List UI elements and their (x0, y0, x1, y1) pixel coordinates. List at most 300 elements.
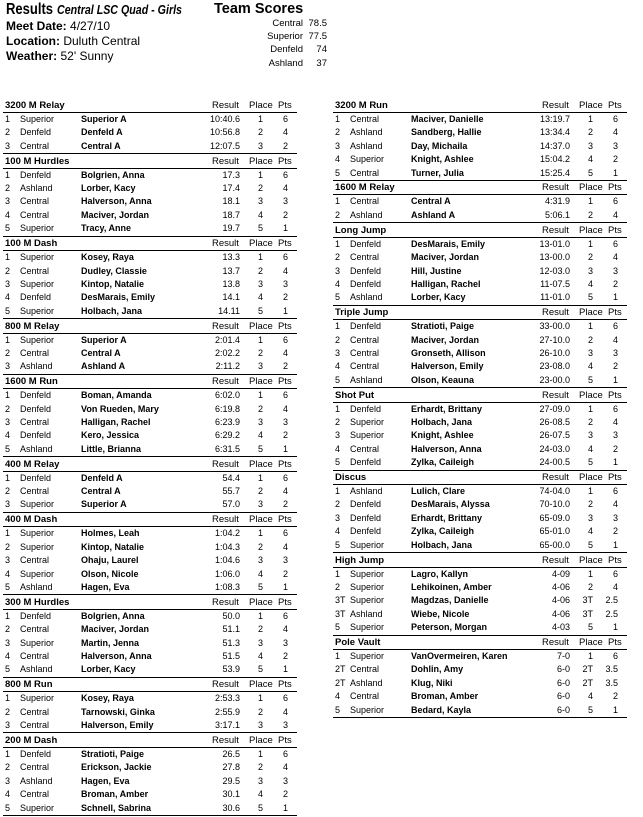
school: Ashland (20, 581, 53, 592)
result: 6-0 (556, 691, 570, 702)
result: 65-00.0 (539, 539, 570, 550)
points: 6 (612, 403, 618, 414)
event-name: 200 M Dash (5, 734, 58, 746)
place: 4 (257, 789, 263, 800)
points: 2 (282, 292, 288, 303)
finish-order: 3 (335, 512, 341, 523)
athlete: Superior A (81, 114, 127, 124)
event-name: Pole Vault (335, 637, 381, 648)
points: 2 (282, 430, 288, 441)
place: 3 (257, 361, 263, 372)
result-row (3, 498, 297, 512)
athlete: Dudley, Classie (81, 265, 147, 276)
result-row (333, 512, 627, 525)
event-header (3, 459, 297, 472)
athlete: Tarnowski, Ginka (81, 706, 155, 717)
place-column-header: Place (249, 155, 273, 167)
result-row (3, 443, 297, 457)
place-column-header: Place (249, 458, 273, 470)
result-column-header: Result (542, 389, 569, 401)
event-name: Discus (335, 472, 367, 484)
school: Denfeld (20, 127, 52, 138)
result-row (333, 403, 627, 416)
school: Superior (20, 802, 55, 813)
school: Superior (20, 568, 55, 579)
events-right-column (333, 100, 627, 719)
school: Central (20, 486, 50, 497)
team-name: Central (272, 18, 303, 29)
weather-label: Weather: (6, 49, 58, 63)
team-scores-title: Team Scores (214, 1, 304, 17)
finish-order: 4 (335, 361, 341, 372)
points: 1 (612, 292, 618, 303)
school: Superior (350, 704, 385, 715)
result: 6:31.5 (214, 443, 240, 454)
finish-order: 5 (335, 457, 341, 468)
points: 2 (612, 361, 618, 372)
finish-order: 1 (335, 486, 341, 497)
points: 6 (282, 114, 288, 124)
result-row (333, 456, 627, 470)
finish-order: 3 (5, 196, 11, 207)
points: 4 (612, 252, 618, 263)
result-row (333, 153, 627, 166)
place: 2 (587, 127, 593, 138)
points: 6 (612, 486, 618, 497)
place: 3 (257, 196, 263, 207)
team-score-row (226, 30, 327, 43)
finish-order: 5 (5, 581, 11, 592)
place: 2 (587, 252, 593, 263)
place: 2 (257, 183, 263, 194)
points: 3 (612, 512, 618, 523)
event-800-m-run (3, 679, 297, 735)
place: 4 (587, 278, 593, 289)
school: Denfeld (20, 748, 52, 759)
result: 5:06.1 (544, 209, 570, 220)
result: 19.7 (222, 223, 240, 234)
points: 2 (282, 361, 288, 372)
points: 2.5 (605, 595, 618, 606)
athlete: DesMarais, Emily (81, 292, 156, 303)
place: 3 (587, 430, 593, 441)
school: Ashland (20, 664, 53, 675)
school: Denfeld (350, 512, 382, 523)
result: 12:07.5 (209, 140, 240, 151)
team-score-row (226, 43, 327, 56)
athlete: Bolgrien, Anna (81, 610, 145, 621)
result-row (333, 320, 627, 333)
school: Denfeld (350, 321, 382, 332)
pts-column-header: Pts (608, 182, 622, 194)
place: 2 (257, 127, 263, 138)
finish-order: 4 (5, 651, 11, 661)
result-column-header: Result (542, 307, 569, 319)
location: Duluth Central (63, 34, 141, 48)
result: 14.1 (222, 292, 240, 303)
athlete: Central A (81, 140, 121, 151)
finish-order: 1 (335, 196, 341, 207)
school: Central (350, 664, 380, 675)
place: 5 (587, 292, 593, 303)
result-row (3, 360, 297, 374)
athlete: Holbach, Jana (81, 305, 143, 316)
event-header (3, 376, 297, 389)
place: 5 (257, 223, 263, 234)
athlete: Hagen, Eva (81, 581, 130, 592)
finish-order: 3 (5, 720, 11, 731)
points: 2 (282, 789, 288, 800)
result-row (3, 581, 297, 595)
athlete: Stratioti, Paige (411, 321, 475, 332)
result-row (333, 126, 627, 139)
event-header (333, 307, 627, 320)
place: 3 (257, 555, 263, 566)
result-row (3, 195, 297, 208)
pts-column-header: Pts (278, 596, 292, 608)
points: 1 (282, 305, 288, 316)
school: Superior (20, 528, 55, 539)
result-row (333, 498, 627, 511)
athlete: Klug, Niki (411, 677, 453, 688)
school: Central (20, 347, 50, 358)
points: 6 (612, 238, 618, 249)
result-row (333, 525, 627, 538)
event-name: Triple Jump (335, 307, 389, 319)
place: 1 (587, 321, 593, 332)
school: Ashland (350, 209, 383, 220)
athlete: Maciver, Jordan (411, 252, 480, 263)
pts-column-header: Pts (278, 734, 292, 746)
result-row (3, 568, 297, 581)
points: 6 (282, 252, 288, 263)
athlete: Maciver, Danielle (411, 114, 484, 124)
event-100-m-hurdles (3, 156, 297, 238)
school: Superior (350, 595, 385, 606)
result: 4:31.9 (544, 196, 570, 207)
athlete: Wiebe, Nicole (411, 608, 470, 619)
result: 1:06.0 (214, 568, 240, 579)
school: Central (20, 196, 50, 207)
athlete: Denfeld A (81, 127, 123, 138)
points: 3.5 (605, 664, 618, 675)
school: Superior (350, 651, 385, 661)
result-row (333, 334, 627, 347)
result: 51.3 (222, 637, 240, 648)
athlete: Turner, Julia (411, 167, 464, 178)
result-row (3, 403, 297, 416)
points: 6 (282, 334, 288, 345)
result-column-header: Result (212, 155, 239, 167)
athlete: DesMarais, Emily (411, 238, 486, 249)
athlete: Holmes, Leah (81, 528, 140, 539)
points: 6 (282, 610, 288, 621)
result: 54.4 (222, 472, 240, 483)
athlete: Halverson, Emily (81, 720, 154, 731)
athlete: Holbach, Jana (411, 539, 473, 550)
points: 6 (282, 748, 288, 759)
finish-order: 3 (5, 417, 11, 428)
result-row (3, 775, 297, 788)
points: 6 (282, 169, 288, 180)
result-row (333, 690, 627, 703)
result-row (3, 802, 297, 816)
place: 4 (587, 691, 593, 702)
athlete: Lorber, Kacy (411, 292, 466, 303)
result-row (333, 568, 627, 581)
finish-order: 3 (5, 140, 11, 151)
place: 3 (587, 140, 593, 151)
place: 4 (587, 526, 593, 537)
result: 4-06 (551, 581, 570, 592)
result-row (3, 527, 297, 540)
points: 4 (282, 347, 288, 358)
athlete: Halverson, Emily (411, 361, 484, 372)
finish-order: 5 (5, 305, 11, 316)
place-column-header: Place (579, 100, 603, 111)
result-row (3, 554, 297, 567)
school: Central (20, 209, 50, 220)
athlete: Halligan, Rachel (81, 417, 151, 428)
result-column-header: Result (212, 376, 239, 388)
place: 4 (257, 209, 263, 220)
points: 1 (612, 374, 618, 385)
finish-order: 4 (335, 691, 341, 702)
team-score: 78.5 (308, 18, 327, 29)
place-column-header: Place (249, 238, 273, 250)
result-column-header: Result (542, 100, 569, 111)
weather: 52' Sunny (60, 49, 114, 63)
school: Ashland (350, 374, 383, 385)
event-3200-m-run (333, 100, 627, 182)
finish-order: 4 (5, 568, 11, 579)
result: 70-10.0 (539, 499, 570, 510)
result-column-header: Result (212, 100, 239, 111)
points: 4 (612, 499, 618, 510)
school: Denfeld (20, 403, 52, 414)
event-name: High Jump (335, 554, 385, 566)
results-title: Results (6, 1, 54, 18)
result: 27-09.0 (539, 403, 570, 414)
event-header (3, 156, 297, 169)
school: Ashland (20, 361, 53, 372)
event-header (333, 637, 627, 650)
points: 4 (612, 127, 618, 138)
points: 4 (282, 265, 288, 276)
place: 3 (587, 347, 593, 358)
finish-order: 3 (335, 140, 341, 151)
finish-order: 5 (335, 622, 341, 633)
school: Ashland (20, 183, 53, 194)
finish-order: 1 (335, 321, 341, 332)
school: Central (20, 720, 50, 731)
athlete: Erhardt, Brittany (411, 512, 483, 523)
event-1600-m-run (3, 376, 297, 458)
points: 2 (282, 140, 288, 151)
points: 6 (612, 568, 618, 579)
result: 15:04.2 (539, 154, 570, 165)
finish-order: 4 (5, 430, 11, 441)
points: 4 (282, 403, 288, 414)
athlete: Hagen, Eva (81, 775, 130, 786)
result-row (333, 581, 627, 594)
result-row (333, 429, 627, 442)
finish-order: 3 (335, 430, 341, 441)
school: Central (350, 167, 380, 178)
result-row (333, 485, 627, 498)
finish-order: 1 (5, 528, 11, 539)
event-name: 3200 M Run (335, 100, 388, 111)
place-column-header: Place (249, 514, 273, 526)
place: 4 (257, 651, 263, 661)
team-name: Superior (267, 31, 303, 43)
school: Ashland (350, 486, 383, 497)
school: Central (20, 140, 50, 151)
points: 3 (612, 265, 618, 276)
finish-order: 5 (5, 223, 11, 234)
athlete: Peterson, Morgan (411, 622, 488, 633)
school: Central (350, 196, 380, 207)
athlete: Martin, Jenna (81, 637, 140, 648)
result: 14:37.0 (539, 140, 570, 151)
place: 5 (257, 664, 263, 675)
result: 51.1 (222, 624, 240, 635)
pts-column-header: Pts (608, 307, 622, 319)
result-row (333, 621, 627, 635)
place: 3 (587, 265, 593, 276)
result: 4-03 (551, 622, 570, 633)
school: Central (20, 265, 50, 276)
points: 2 (612, 278, 618, 289)
athlete: Bedard, Kayla (411, 704, 472, 715)
result: 26-08.5 (539, 417, 570, 428)
school: Superior (350, 581, 385, 592)
event-header (3, 321, 297, 334)
result-row (333, 347, 627, 360)
result-row (333, 539, 627, 553)
finish-order: 1 (5, 334, 11, 345)
points: 4 (282, 624, 288, 635)
result-row (333, 278, 627, 291)
school: Ashland (350, 677, 383, 688)
event-name: 800 M Relay (5, 320, 60, 332)
finish-order: 2 (335, 127, 341, 138)
finish-order: 2 (335, 209, 341, 220)
result-row (3, 761, 297, 774)
place: 2 (587, 209, 593, 220)
points: 1 (282, 581, 288, 592)
points: 4 (282, 127, 288, 138)
result: 10:56.8 (209, 127, 240, 138)
result-row (333, 608, 627, 621)
result-row (333, 209, 627, 223)
pts-column-header: Pts (608, 472, 622, 484)
school: Denfeld (350, 265, 382, 276)
result-row (3, 389, 297, 402)
result-row (3, 429, 297, 442)
events-left-column (3, 100, 297, 817)
result: 13:19.7 (539, 114, 570, 124)
result: 14.11 (218, 305, 240, 316)
result: 27-10.0 (539, 334, 570, 345)
result-column-header: Result (542, 472, 569, 484)
result-row (3, 169, 297, 182)
pts-column-header: Pts (278, 320, 292, 332)
pts-column-header: Pts (278, 376, 292, 388)
points: 3 (282, 278, 288, 289)
result-row (3, 719, 297, 733)
result: 2:01.4 (214, 334, 240, 345)
points: 4 (612, 209, 618, 220)
finish-order: 1 (335, 403, 341, 414)
place: 1 (257, 390, 263, 401)
event-3200-m-relay (3, 100, 297, 156)
place: 1 (257, 528, 263, 539)
place: 2 (257, 706, 263, 717)
school: Superior (350, 568, 385, 579)
school: Central (20, 624, 50, 635)
points: 2 (282, 209, 288, 220)
place: 3 (257, 775, 263, 786)
event-name: 1600 M Relay (335, 182, 395, 194)
school: Superior (20, 223, 55, 234)
event-high-jump (333, 555, 627, 637)
pts-column-header: Pts (278, 679, 292, 691)
result: 13.3 (222, 252, 240, 263)
athlete: Knight, Ashlee (411, 154, 474, 165)
school: Ashland (350, 292, 383, 303)
result-row (333, 663, 627, 676)
place: 2 (587, 334, 593, 345)
pts-column-header: Pts (278, 458, 292, 470)
school: Ashland (20, 443, 53, 454)
result: 53.9 (222, 664, 240, 675)
athlete: Ashland A (81, 361, 126, 372)
points: 4 (282, 183, 288, 194)
finish-order: 2 (335, 581, 341, 592)
athlete: Boman, Amanda (81, 390, 152, 401)
points: 2 (612, 526, 618, 537)
place: 5 (257, 443, 263, 454)
result-column-header: Result (212, 679, 239, 691)
location-label: Location: (6, 34, 60, 48)
school: Superior (20, 334, 55, 345)
points: 6 (282, 390, 288, 401)
finish-order: 2 (5, 624, 11, 635)
place: 2 (587, 581, 593, 592)
school: Central (350, 361, 380, 372)
school: Denfeld (20, 169, 52, 180)
finish-order: 2 (5, 265, 11, 276)
place: 5 (257, 581, 263, 592)
athlete: Central A (411, 196, 451, 207)
result-row (333, 140, 627, 153)
athlete: Stratioti, Paige (81, 748, 145, 759)
school: Superior (20, 305, 55, 316)
result: 26-10.0 (539, 347, 570, 358)
result-row (3, 209, 297, 222)
meet-name: Central LSC Quad - Girls (57, 2, 182, 17)
team-score-row (226, 17, 327, 30)
result-row (3, 182, 297, 195)
school: Denfeld (350, 403, 382, 414)
result-row (3, 140, 297, 154)
place: 2 (587, 417, 593, 428)
points: 1 (612, 622, 618, 633)
finish-order: 2 (335, 499, 341, 510)
result-row (333, 195, 627, 208)
points: 6 (612, 321, 618, 332)
